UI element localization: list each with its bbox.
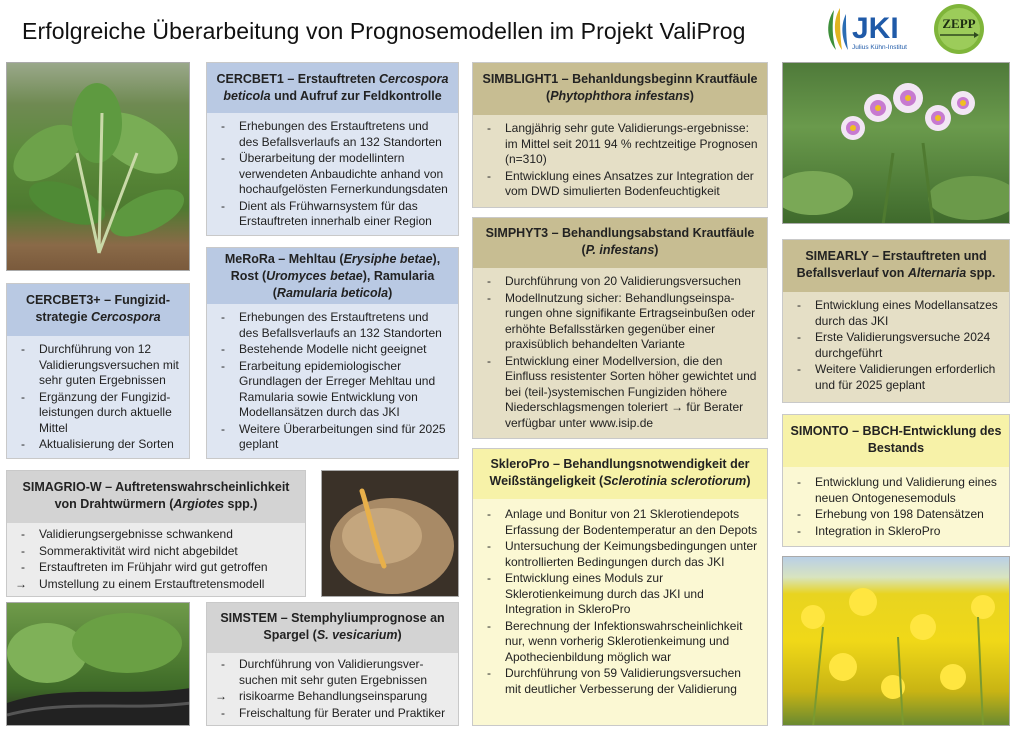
list-item: - Freischaltung für Berater und Praktiker (215, 706, 450, 722)
simstem-title: SIMSTEM – Stemphyliumprognose an Spargel ( (220, 611, 445, 642)
cercbet3-header (7, 284, 189, 336)
simonto-body (783, 467, 1009, 546)
simstem-species: S. vesicarium (316, 628, 398, 642)
list-item: - Entwicklung einer Modellversion, die den Einfluss resistenter Sorten höher gewichtet und bei (teil-)systemischen Fungiziden höhere Niederschlagsmengen toleriert → für Berater verfügbar unter www.isip.de (481, 354, 759, 432)
list-item: - Untersuchung der Keimungsbedingungen unter kontrollierten Bedingungen durch das JKI (481, 539, 759, 570)
simagrio-title: SIMAGRIO-W – Auftretenswahrscheinlichkeit von Drahtwürmern ( (22, 480, 290, 511)
simblight-box (472, 62, 768, 208)
list-item: - Durchführung von Validierungsver-suchen mit sehr guten Ergebnissen (215, 657, 450, 688)
simstem-box (206, 602, 459, 726)
list-item: - Berechnung der Infektionswahrscheinlichkeit nur, wenn vorherig Sklerotienkeimung und Apothecienbildung möglich war (481, 619, 759, 666)
simblight-title: SIMBLIGHT1 – Behanldungsbeginn Krautfäule ( (482, 72, 758, 103)
cercbet1-title-end: und Aufruf zur Feldkontrolle (270, 89, 442, 103)
merora-box (206, 247, 459, 459)
jki-logo (820, 4, 920, 56)
list-item: - Überarbeitung der modellintern verwendeten Anbaudichte anhand von hochaufgelösten Fernerkundungsdaten (215, 151, 450, 198)
skleropro-species: Sclerotinia sclerotiorum (603, 474, 747, 488)
simagrio-header (7, 471, 305, 523)
simearly-title: SIMEARLY – Erstauftreten und Befallsverlauf von (796, 249, 987, 280)
zepp-logo (930, 3, 988, 55)
list-item: - Dient als Frühwarnsystem für das Erstauftreten innerhalb einer Region (215, 199, 450, 230)
page-title: Erfolgreiche Überarbeitung von Prognosemodellen im Projekt ValiProg (22, 18, 746, 44)
skleropro-title-end: ) (746, 474, 751, 488)
jki-logo-subtext: Julius Kühn-Institut (852, 44, 907, 51)
list-item: - Integration in SkleroPro (791, 524, 1001, 540)
simagrio-species: Argiotes (173, 497, 225, 511)
simphyt-title: SIMPHYT3 – Behandlungsabstand Krautfäule ( (485, 226, 755, 257)
list-item: - Durchführung von 20 Validierungsversuchen (481, 274, 759, 290)
simphyt-header (473, 218, 767, 268)
simagrio-box (6, 470, 306, 597)
wireworm-icon (322, 471, 459, 597)
simblight-header (473, 63, 767, 115)
simphyt-title-end: ) (654, 243, 659, 257)
list-item: - Durchführung von 59 Validierungsversuchen mit deutlicher Verbesserung der Validierung (481, 666, 759, 697)
simstem-title-end: ) (397, 628, 402, 642)
merora-title-end: ) (388, 286, 393, 300)
list-item: - Ergänzung der Fungizid-leistungen durch aktuelle Mittel (15, 390, 181, 437)
cercbet1-header (207, 63, 458, 113)
skleropro-header (473, 449, 767, 499)
simphyt-body (473, 268, 767, 438)
simblight-body (473, 115, 767, 207)
list-item: - Weitere Überarbeitungen sind für 2025 geplant (215, 422, 450, 453)
list-item: - Sommeraktivität wird nicht abgebildet (15, 544, 297, 560)
list-item: - Entwicklung und Validierung eines neuen Ontogenesemoduls (791, 475, 1001, 506)
merora-header (207, 248, 458, 304)
list-item: - Entwicklung eines Modellansatzes durch das JKI (791, 298, 1001, 329)
list-item: - Durchführung von 12 Validierungsversuchen mit sehr guten Ergebnissen (15, 342, 181, 389)
list-item: - Erhebungen des Erstauftretens und des Befallsverlaufs an 132 Standorten (215, 310, 450, 341)
list-item: - Langjährig sehr gute Validierungs-ergebnisse: im Mittel seit 2011 94 % rechtzeitige Prognosen (n=310) (481, 121, 759, 168)
simonto-title: SIMONTO – BBCH-Entwicklung des Bestands (790, 424, 1002, 455)
simstem-header (207, 603, 458, 653)
list-item: - Entwicklung eines Ansatzes zur Integration der vom DWD simulierten Bodenfeuchtigkeit (481, 169, 759, 200)
simblight-title-end: ) (689, 89, 694, 103)
asparagus-photo (6, 602, 190, 726)
potato-flowers-icon (783, 63, 1010, 224)
merora-species-3: Ramularia beticola (276, 286, 389, 300)
cercbet1-species: Cercospora beticola (223, 72, 449, 103)
simonto-header (783, 415, 1009, 467)
simstem-body (207, 653, 458, 725)
cercbet3-body (7, 336, 189, 458)
simblight-species: Phytophthora infestans (550, 89, 690, 103)
merora-species-1: Erysiphe betae (343, 252, 433, 266)
cercbet1-body (207, 113, 458, 235)
simagrio-body (7, 523, 305, 596)
list-item: - Validierungsergebnisse schwankend (15, 527, 297, 543)
list-item: - Anlage und Bonitur von 21 Sklerotiendepots Erfassung der Bodentemperatur an den Depots (481, 507, 759, 538)
jki-logo-text: JKI (852, 12, 899, 45)
merora-body (207, 304, 458, 458)
list-item: - Erhebungen des Erstauftretens und des Befallsverlaufs an 132 Standorten (215, 119, 450, 150)
merora-species-2: Uromyces betae (266, 269, 363, 283)
potato-flower-photo (782, 62, 1010, 224)
simearly-box (782, 239, 1010, 403)
list-item: - Erste Validierungsversuche 2024 durchgeführt (791, 330, 1001, 361)
list-item: - Modellnutzung sicher: Behandlungseinspa-rungen ohne signifikante Ertragseinbußen oder erhöhte Befallsstärken gegenüber einer praxisüblich behandelten Variante (481, 291, 759, 353)
skleropro-title: SkleroPro – Behandlungsnotwendigkeit der Weißstängeligkeit ( (489, 457, 750, 488)
wireworm-photo (321, 470, 459, 597)
rapeseed-photo (782, 556, 1010, 726)
simphyt-box (472, 217, 768, 439)
simearly-header (783, 240, 1009, 292)
simphyt-species: P. infestans (585, 243, 655, 257)
skleropro-body (473, 499, 767, 725)
cercbet1-title: CERCBET1 – Erstauftreten (216, 72, 380, 86)
list-item-arrow: → risikoarme Behandlungseinsparung (215, 689, 450, 705)
cercbet3-box (6, 283, 190, 459)
list-item: - Weitere Validierungen erforderlich und für 2025 geplant (791, 362, 1001, 393)
skleropro-box (472, 448, 768, 726)
sugar-beet-photo (6, 62, 190, 271)
zepp-logo-text: ZEPP (942, 16, 976, 31)
list-item: - Erhebung von 198 Datensätzen (791, 507, 1001, 523)
simonto-box (782, 414, 1010, 547)
merora-title-2: ), Rost ( (230, 252, 441, 283)
simagrio-title-end: spp.) (224, 497, 258, 511)
merora-title-3: ), Ramularia ( (272, 269, 435, 300)
rapeseed-icon (783, 557, 1010, 726)
simearly-body (783, 292, 1009, 402)
merora-title: MeRoRa – Mehltau ( (224, 252, 344, 266)
list-item-arrow: → Umstellung zu einem Erstauftretensmodell (15, 577, 297, 593)
asparagus-icon (7, 603, 190, 726)
beet-leaves-icon (7, 63, 190, 271)
simearly-species: Alternaria (907, 266, 967, 280)
list-item: - Aktualisierung der Sorten (15, 437, 181, 453)
cercbet3-title: CERCBET3+ – Fungizid-strategie (25, 293, 171, 324)
list-item: - Bestehende Modelle nicht geeignet (215, 342, 450, 358)
list-item: - Entwicklung eines Moduls zur Sklerotienkeimung durch das JKI und Integration in SkleroPro (481, 571, 759, 618)
list-item: - Erstauftreten im Frühjahr wird gut getroffen (15, 560, 297, 576)
cercbet1-box (206, 62, 459, 236)
cercbet3-species: Cercospora (91, 310, 161, 324)
simearly-title-end: spp. (966, 266, 996, 280)
list-item: - Erarbeitung epidemiologischer Grundlagen der Erreger Mehltau und Ramularia sowie Entwicklung von Modellansätzen durch das JKI (215, 359, 450, 421)
